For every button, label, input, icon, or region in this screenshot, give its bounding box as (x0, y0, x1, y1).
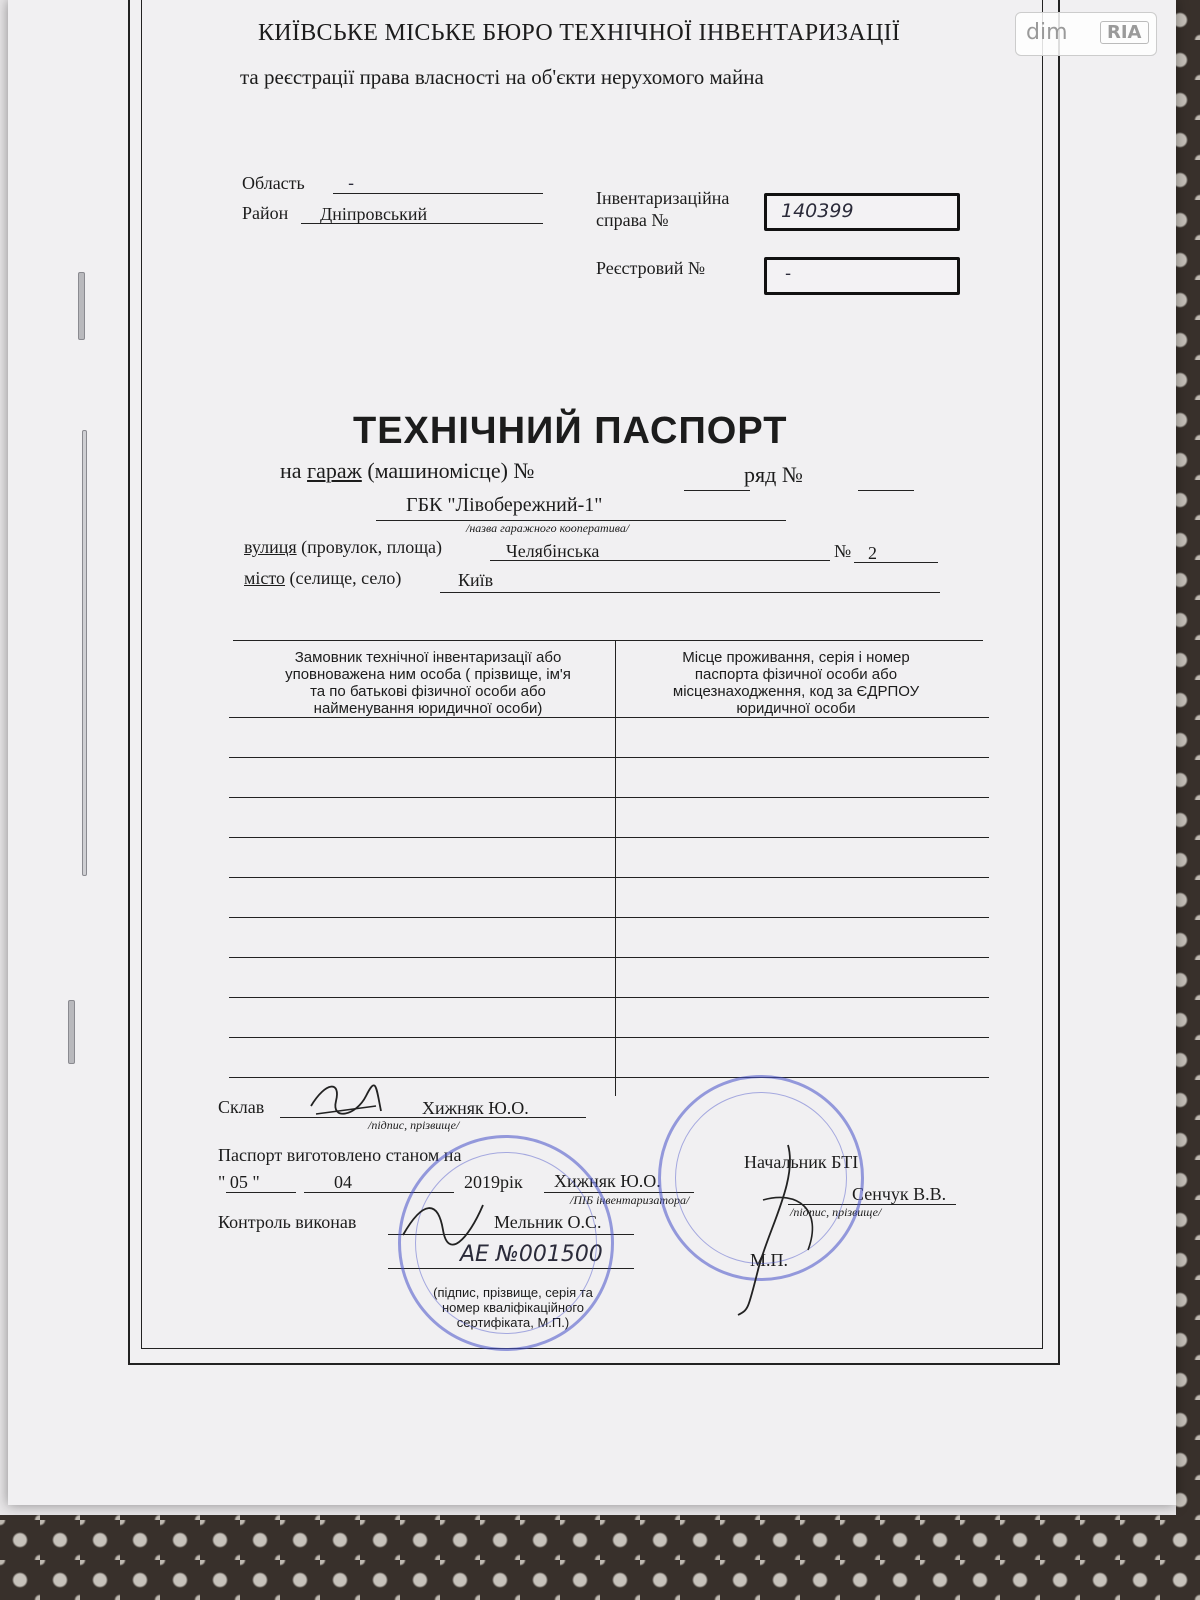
number-value: 2 (868, 543, 877, 563)
garage-rest: (машиномісце) № (367, 458, 535, 483)
col1-header (243, 649, 613, 717)
registry-label: Реєстровий № (596, 258, 706, 278)
city-label (244, 568, 401, 589)
garage-word: гараж (307, 458, 362, 483)
garage-prefix: на (280, 458, 302, 483)
signature-control (398, 1190, 488, 1250)
customer-table (233, 640, 983, 1096)
table-row (229, 997, 989, 998)
document-page (8, 0, 1176, 1505)
col2-header (621, 649, 971, 717)
chief-caption: /підпис, прізвище/ (790, 1205, 882, 1219)
street-value: Челябінська (506, 541, 600, 561)
cert-caption-line: (підпис, прізвище, серія та (433, 1285, 593, 1300)
staple (78, 272, 85, 340)
cert-caption-line: сертифіката, М.П.) (456, 1315, 570, 1330)
date-day-line (226, 1192, 296, 1193)
garage-line (280, 458, 534, 484)
raion-label: Район (242, 203, 289, 223)
document-title: ТЕХНІЧНИЙ ПАСПОРТ (353, 410, 788, 452)
col2-header-line: Місце проживання, серія і номер (682, 649, 910, 666)
table-row (229, 797, 989, 798)
watermark-right: RIA (1100, 21, 1149, 44)
street-label (244, 537, 442, 558)
table-row (229, 1037, 989, 1038)
row-label: ряд № (744, 462, 803, 487)
chief-label: Начальник БТІ (744, 1152, 859, 1172)
cert-caption-line: номер кваліфікаційного (441, 1300, 585, 1315)
col1-header-line: уповноважена ним особа ( прізвище, ім'я (285, 666, 571, 683)
binding-line (82, 430, 87, 876)
table-divider (615, 641, 616, 1096)
watermark-logo (1015, 12, 1157, 56)
inventory-label-2: справа № (596, 210, 669, 230)
compiled-caption: /підпис, прізвище/ (368, 1118, 460, 1132)
city-value: Київ (458, 570, 494, 590)
city-line (440, 592, 940, 593)
number-label: № (834, 541, 852, 561)
signature-chief (728, 1140, 838, 1320)
table-row (229, 717, 989, 718)
table-row (229, 957, 989, 958)
inventory-box (764, 193, 960, 231)
inventory-number: 140399 (781, 200, 854, 222)
garage-number-line (684, 490, 750, 491)
table-row (229, 837, 989, 838)
bureau-title: КИЇВСЬКЕ МІСЬКЕ БЮРО ТЕХНІЧНОЇ ІНВЕНТАРИЗАЦІЇ (258, 20, 901, 46)
bureau-subtitle: та реєстрації права власності на об'єкти нерухомого майна (240, 65, 764, 89)
coop-name: ГБК "Лівобережний-1" (406, 494, 603, 516)
cert-number: АЕ №001500 (460, 1242, 603, 1267)
col1-header-line: найменування юридичної особи) (313, 700, 543, 717)
row-number-line (858, 490, 914, 491)
number-line (854, 562, 938, 563)
raion-value: Дніпровський (320, 204, 428, 224)
col2-header-line: юридичної особи (736, 700, 856, 717)
inventor-caption: /ПІБ інвентаризатора/ (570, 1193, 690, 1207)
city-rest: (селище, село) (289, 568, 402, 588)
city-word: місто (244, 568, 286, 588)
table-row (229, 757, 989, 758)
table-row (229, 917, 989, 918)
date-day: " 05 " (218, 1172, 260, 1192)
registry-box (764, 257, 960, 295)
street-rest: (провулок, площа) (301, 537, 443, 557)
col2-header-line: паспорта фізичної особи або (694, 666, 898, 683)
date-month: 04 (334, 1172, 352, 1192)
table-row (229, 877, 989, 878)
signature-compiled (306, 1076, 386, 1126)
compiled-label: Склав (218, 1097, 265, 1117)
control-name: Мельник О.С. (494, 1212, 602, 1232)
oblast-value: - (348, 174, 355, 194)
coop-caption: /назва гаражного кооператива/ (466, 521, 630, 535)
oblast-label: Область (242, 173, 305, 193)
date-year: 2019рік (464, 1172, 523, 1192)
chief-name: Сенчук В.В. (852, 1184, 947, 1204)
col2-header-line: місцезнаходження, код за ЄДРПОУ (672, 683, 920, 700)
compiled-name: Хижняк Ю.О. (422, 1098, 529, 1118)
control-label: Контроль виконав (218, 1212, 357, 1232)
made-label: Паспорт виготовлено станом на (218, 1145, 462, 1165)
col1-header-line: Замовник технічної інвентаризації або (294, 649, 562, 666)
oblast-line (333, 193, 543, 194)
staple (68, 1000, 75, 1064)
col1-header-line: та по батькові фізичної особи або (310, 683, 546, 700)
mp-label: М.П. (750, 1250, 789, 1270)
registry-number: - (785, 264, 792, 284)
street-word: вулиця (244, 537, 297, 557)
watermark-left: dim (1026, 20, 1068, 45)
inventor-name: Хижняк Ю.О. (554, 1171, 661, 1191)
inventory-label: Інвентаризаційна (596, 188, 730, 208)
